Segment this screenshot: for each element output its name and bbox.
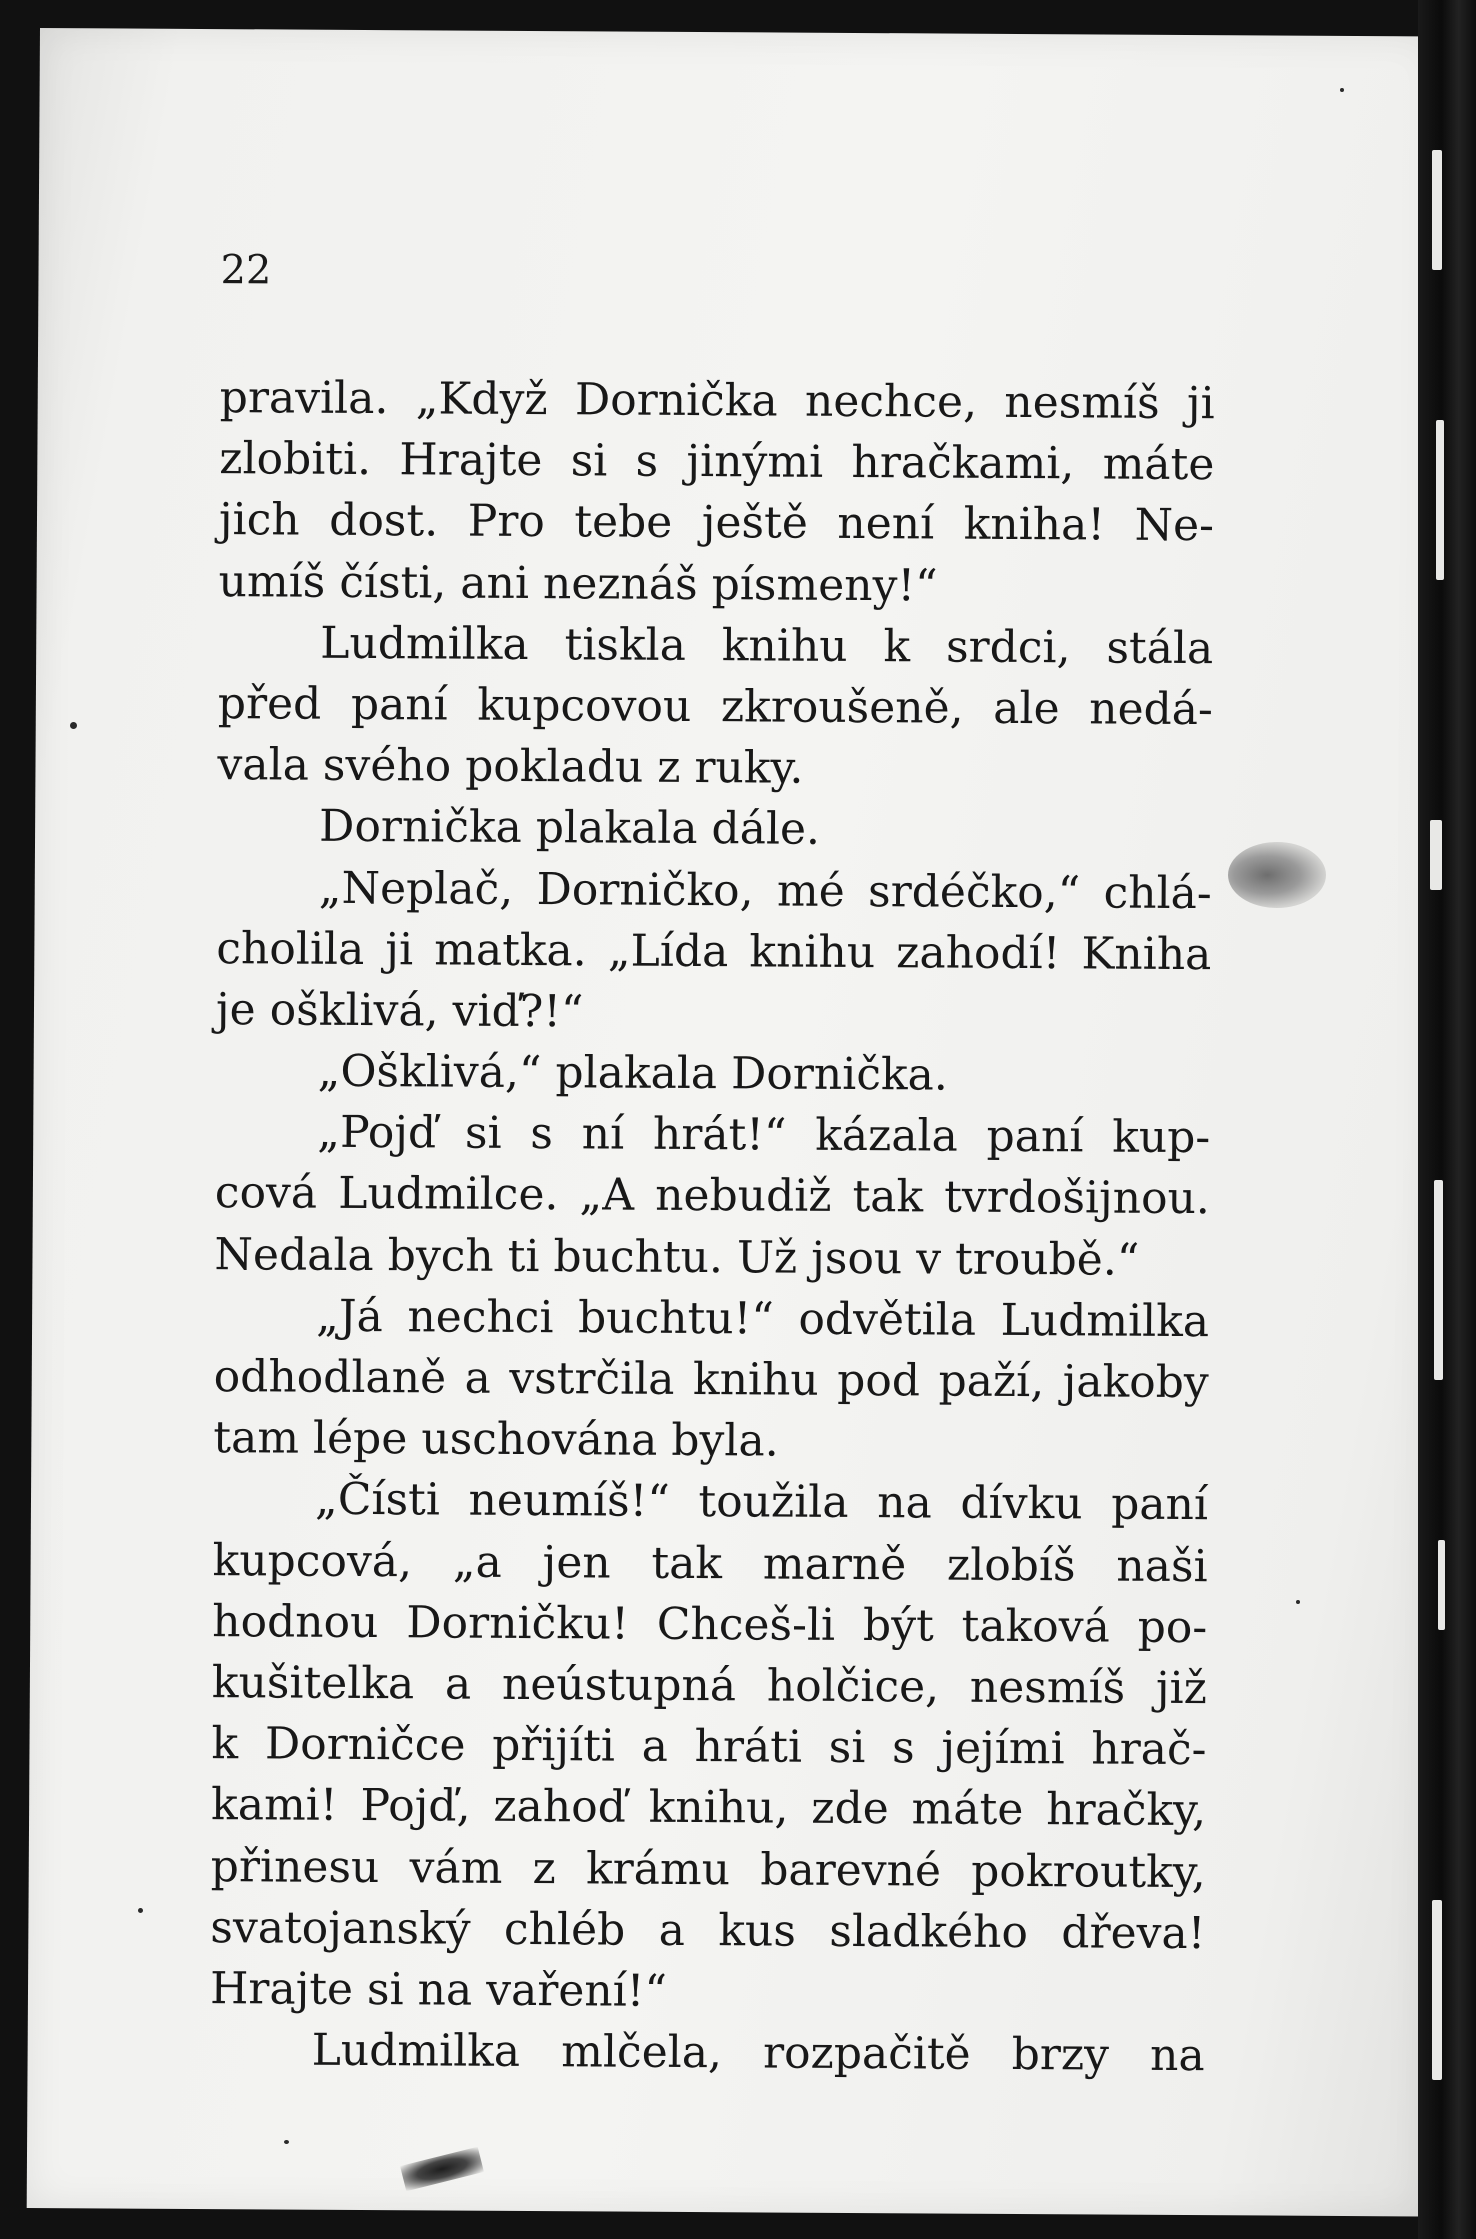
text-line: hodnou Dorničku! Chceš-li být taková po- — [212, 1595, 1208, 1653]
body-text — [209, 367, 1214, 2086]
edge-mark — [1432, 150, 1442, 270]
edge-mark — [1436, 420, 1444, 580]
text-line: zlobiti. Hrajte si s jinými hračkami, máte — [219, 433, 1215, 491]
text-line: přinesu vám z krámu barevné pokroutky, — [210, 1840, 1206, 1898]
text-line: Ludmilka mlčela, rozpačitě brzy na — [311, 2024, 1205, 2082]
speck — [138, 1908, 143, 1913]
text-line: „Neplač, Dorničko, mé srdéčko,“ chlá- — [318, 862, 1212, 919]
text-line: „Já nechci buchtu!“ odvětila Ludmilka — [315, 1290, 1210, 1347]
text-line: „Pojď si s ní hrát!“ kázala paní kup- — [317, 1106, 1211, 1164]
speck — [1340, 88, 1344, 92]
text-line: svatojanský chléb a kus sladkého dřeva! — [210, 1901, 1206, 1959]
text-line: jich dost. Pro tebe ještě není kniha! Ne- — [218, 494, 1215, 552]
edge-mark — [1438, 1540, 1445, 1630]
text-line: tam lépe uschována byla. — [213, 1412, 779, 1467]
ink-blot — [1228, 842, 1326, 908]
text-line: Nedala bych ti buchtu. Už jsou v troubě.“ — [214, 1228, 1140, 1286]
book-page — [27, 28, 1435, 2216]
text-line: odhodlaně a vstrčila knihu pod paží, jakoby — [213, 1351, 1209, 1409]
text-line: je ošklivá, viď?!“ — [215, 983, 584, 1038]
text-line: pravila. „Když Dornička nechce, nesmíš ji — [219, 372, 1215, 430]
text-line: cová Ludmilce. „A nebudiž tak tvrdošijnou. — [214, 1167, 1211, 1225]
speck — [284, 2140, 289, 2144]
text-line: Ludmilka tiskla knihu k srdci, stála — [320, 617, 1214, 674]
text-line: kupcová, „a jen tak marně zlobíš naši — [212, 1534, 1208, 1592]
text-line: k Dorničce přijíti a hráti si s jejími hrač- — [211, 1718, 1207, 1776]
text-line: vala svého pokladu z ruky. — [217, 739, 804, 794]
text-line: kami! Pojď, zahoď knihu, zde máte hračky, — [210, 1779, 1207, 1837]
text-line: Hrajte si na vaření!“ — [209, 1962, 668, 2017]
text-line: kušitelka a neústupná holčice, nesmíš již — [211, 1657, 1208, 1715]
edge-mark — [1432, 1900, 1442, 2080]
speck — [1296, 1600, 1300, 1604]
text-line: Dornička plakala dále. — [318, 801, 821, 856]
page-number: 22 — [220, 247, 272, 294]
text-line: umíš čísti, ani neznáš písmeny!“ — [218, 555, 938, 612]
binding-edge — [1418, 0, 1476, 2239]
text-line: „Čísti neumíš!“ toužila na dívku paní — [314, 1474, 1209, 1531]
edge-mark — [1434, 1180, 1443, 1380]
edge-mark — [1430, 820, 1442, 890]
text-line: „Ošklivá,“ plakala Dornička. — [317, 1045, 948, 1101]
text-line: cholila ji matka. „Lída knihu zahodí! Kniha — [216, 922, 1212, 980]
speck — [70, 722, 77, 729]
text-line: před paní kupcovou zkroušeně, ale nedá- — [217, 678, 1214, 736]
